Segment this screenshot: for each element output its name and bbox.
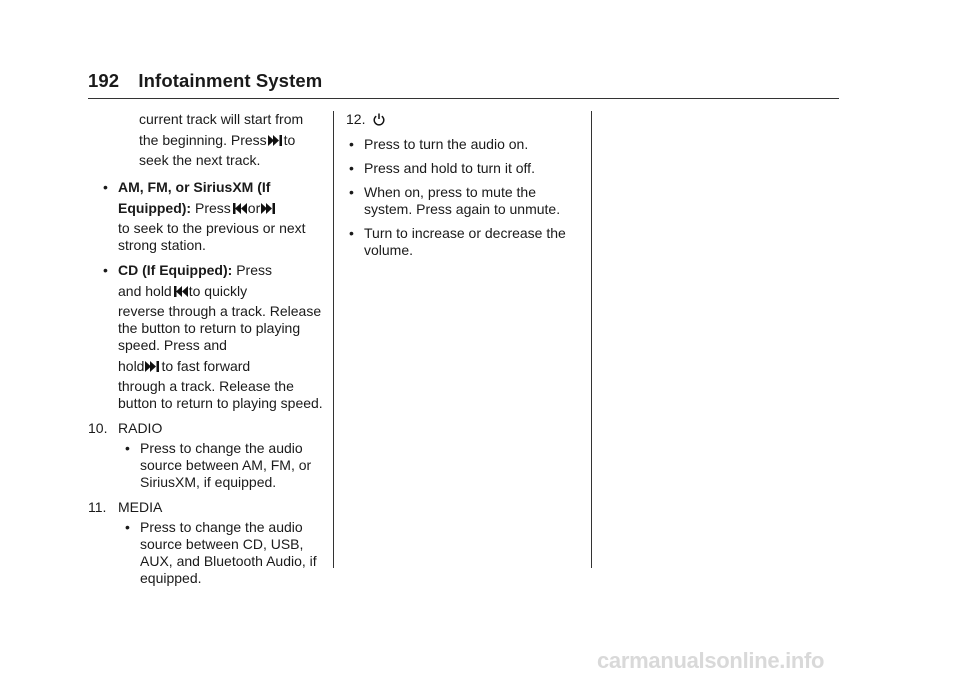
- column-one: [88, 111, 324, 587]
- page-header: [88, 70, 322, 92]
- item-11: [88, 499, 324, 516]
- continued-text: [88, 111, 324, 169]
- text-line: hold: [118, 358, 145, 374]
- item-label: MEDIA: [118, 499, 163, 515]
- text-line: to seek to the previous or next strong station.: [118, 220, 306, 253]
- bullet-power-2: [348, 160, 582, 177]
- item-10: [88, 420, 324, 437]
- item-12: [346, 111, 582, 128]
- bullet-heading: Equipped):: [118, 200, 192, 216]
- header-rule: [88, 98, 839, 99]
- bullet-radio: [88, 440, 324, 491]
- page-number: 192: [88, 70, 120, 91]
- column-divider-right: [591, 111, 592, 568]
- bullet-heading: CD (If Equipped):: [118, 262, 233, 278]
- bullet-marker: •: [103, 262, 108, 278]
- text-line: current track will start from: [139, 111, 304, 127]
- seek-next-icon: [261, 203, 276, 214]
- text-line: Press to change the audio source between AM, FM, or SiriusXM, if equipped.: [140, 440, 312, 490]
- column-divider-left: [333, 111, 334, 568]
- text-line: to quickly: [188, 283, 248, 299]
- bullet-cd: [88, 262, 324, 412]
- text-line: the beginning. Press: [139, 132, 267, 148]
- item-number: 11.: [88, 499, 107, 515]
- text-line: reverse through a track. Release the button to return to playing speed. Press and: [118, 303, 322, 353]
- column-two: [346, 111, 582, 259]
- item-number: 10.: [88, 420, 108, 436]
- section-title: Infotainment System: [138, 70, 323, 91]
- bullet-marker: •: [349, 136, 354, 152]
- text-line: Turn to increase or decrease the volume.: [364, 225, 566, 258]
- bullet-power-1: [348, 136, 582, 153]
- bullet-am-fm: [88, 179, 324, 254]
- seek-next-icon: [145, 361, 160, 372]
- bullet-marker: •: [103, 179, 108, 195]
- bullet-power-3: [348, 184, 582, 218]
- text-line: When on, press to mute the system. Press again to unmute.: [364, 184, 561, 217]
- bullet-media: [88, 519, 324, 587]
- item-label: RADIO: [118, 420, 163, 436]
- bullet-marker: •: [349, 184, 354, 200]
- text-line: Press and hold to turn it off.: [364, 160, 535, 176]
- seek-previous-icon: [173, 286, 188, 297]
- text-line: seek the next track.: [139, 152, 261, 168]
- bullet-power-4: [348, 225, 582, 259]
- bullet-marker: •: [349, 225, 354, 241]
- text-line: to fast forward: [161, 358, 251, 374]
- text-line: Press to turn the audio on.: [364, 136, 529, 152]
- text-line: Press to change the audio source between CD, USB, AUX, and Bluetooth Audio, if equipped.: [140, 519, 317, 586]
- bullet-marker: •: [125, 440, 130, 456]
- text-line: to: [283, 132, 296, 148]
- text-line: or: [247, 200, 261, 216]
- text-line: Press: [236, 262, 272, 278]
- seek-previous-icon: [232, 203, 247, 214]
- seek-next-icon: [268, 135, 283, 146]
- power-icon: [373, 113, 385, 126]
- watermark: carmanualsonline.info: [597, 648, 825, 673]
- item-number: 12.: [346, 111, 366, 127]
- bullet-heading: AM, FM, or SiriusXM (If: [118, 179, 271, 195]
- text-line: through a track. Release the button to return to playing speed.: [118, 378, 323, 411]
- text-line: and hold: [118, 283, 172, 299]
- bullet-marker: •: [125, 519, 130, 535]
- bullet-marker: •: [349, 160, 354, 176]
- text-line: Press: [195, 200, 231, 216]
